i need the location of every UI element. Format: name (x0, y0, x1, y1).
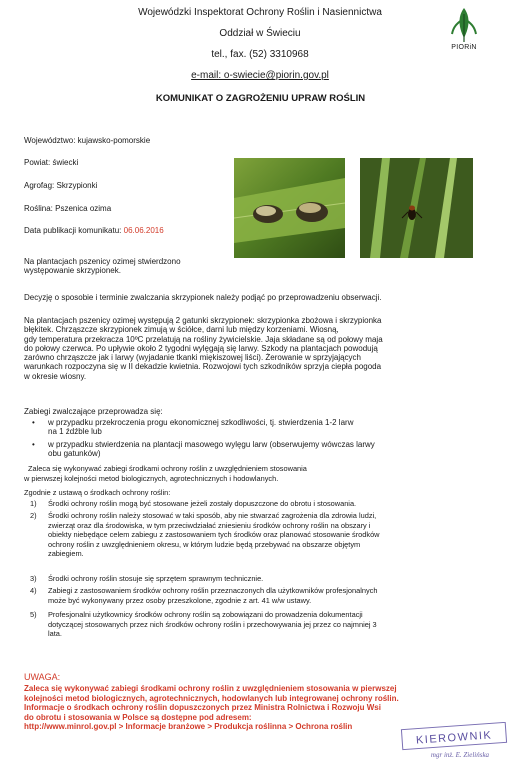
document-title: KOMUNIKAT O ZAGROŻENIU UPRAW ROŚLIN (155, 93, 366, 104)
header (70, 2, 450, 86)
ministry-link[interactable]: http://www.minrol.gov.pl > Informacje branżowe > Produkcja roślinna > Ochrona roślin (24, 722, 353, 732)
treatment-intro: Zabiegi zwalczające przeprowadza się: (24, 407, 163, 416)
meta-pest: Agrofag: Skrzypionki (24, 181, 98, 190)
meta-district: Powiat: świecki (24, 158, 79, 167)
list-item: • w przypadku stwierdzenia na plantacji masowego wylęgu larw (obserwujemy wówczas larwy obu gatunków) (32, 440, 375, 459)
stamp-title: KIEROWNIK (415, 729, 493, 747)
list-item: 4) Zabiegi z zastosowaniem środków ochrony roślin przeznaczonych dla użytkowników profesjonalnych może być wykonywany przez osoby przeszkolone, zgodnie z art. 41 w/w ustawy. (30, 586, 378, 605)
intro-text: Na plantacjach pszenicy ozimej stwierdzono występowanie skrzypionek. (24, 257, 181, 276)
institution-name: Wojewódzki Inspektorat Ochrony Roślin i Nasiennictwa (138, 7, 382, 18)
piorin-logo-icon (444, 4, 484, 64)
beetle-photo (360, 158, 473, 258)
list-item: 2) Środki ochrony roślin należy stosować w taki sposób, aby nie stwarzać zagrożenia dla zdrowia ludzi, zwierząt oraz dla środowiska, w tym przeciwdziałać zniesieniu środków ochrony roślin na obszary i obiekty niebędące celem zabiegu z zastosowaniem tych środków oraz planować stosowanie środków ochrony roślin z uwzględnieniem okresu, w którym ludzie będą przebywać na obszarze objętym zabiegiem. (30, 511, 380, 559)
warning-title: UWAGA: (24, 672, 61, 682)
signature-stamp (398, 722, 514, 762)
list-item: 3) Środki ochrony roślin stosuje się sprzętem sprawnym technicznie. (30, 574, 264, 583)
larvae-photo (234, 158, 345, 258)
recommend-text: Zaleca się wykonywać zabiegi środkami ochrony roślin z uwzględnieniem stosowania w pierwszej kolejności metod biologicznych, agrotechnicznych i hodowlanych. (24, 464, 307, 483)
description-paragraph: Na plantacjach pszenicy ozimej występują 2 gatunki skrzypionek: skrzypionka zbożowa i skrzypionka błękitek. Chrząszcze skrzypionek zimują w ściółce, darni lub między korzeniami. Wiosną, gdy temperatura przekracza 10ºC przelatują na rośliny żywicielskie. Jaja składane są od połowy maja do połowy czerwca. Po upływie około 2 tygodni wylęgają się larwy. Szkody na plantacjach powodują zarówno chrząszcze jak i larwy (wyjadanie tkanki miękiszowej liści). Żerowanie w sprzyjających warunkach rozpoczyna się w II dekadzie kwietnia. Rozwojowi tych szkodników sprzyja ciepła pogoda w okresie wiosny. (24, 316, 383, 381)
branch-name: Oddział w Świeciu (219, 28, 301, 39)
phone-fax: tel., fax. (52) 3310968 (211, 49, 309, 60)
list-item: 5) Profesjonalni użytkownicy środków ochrony roślin są zobowiązani do prowadzenia dokumentacji dotyczącej stosowanych przez nich środków ochrony roślin i przechowywania jej przez co najmniej 3 lata. (30, 610, 377, 639)
list-item: • w przypadku przekroczenia progu ekonomicznej szkodliwości, tj. stwierdzenia 1-2 larw na 1 źdźble lub (32, 418, 354, 437)
meta-plant: Roślina: Pszenica ozima (24, 204, 112, 213)
decision-text: Decyzję o sposobie i terminie zwalczania skrzypionek należy podjąć po przeprowadzeniu obserwacji. (24, 293, 382, 302)
law-intro: Zgodnie z ustawą o środkach ochrony roślin: (24, 488, 171, 497)
logo-label: PIORiN (451, 44, 477, 51)
meta-voivodeship: Województwo: kujawsko-pomorskie (24, 136, 151, 145)
meta-publication-date: Data publikacji komunikatu: 06.06.2016 (24, 226, 164, 235)
email-link[interactable]: e-mail: o-swiecie@piorin.gov.pl (191, 70, 329, 81)
stamp-signature: mgr inż. E. Zielińska (430, 751, 490, 759)
list-item: 1) Środki ochrony roślin mogą być stosowane jeżeli zostały dopuszczone do obrotu i stosowania. (30, 499, 357, 508)
warning-text: Zaleca się wykonywać zabiegi środkami ochrony roślin z uwzględnieniem stosowania w pierwszej kolejności metod biologicznych, agrotechnicznych, hodowlanych lub integrowanej ochrony roślin. Informacje o środkach ochrony roślin dopuszczonych przez Ministra Rolnictwa i Rozwoju Wsi do obrotu i stosowania w Polsce są dostępne pod adresem: http://www.minrol.gov.pl > Informacje branżowe > Produkcja roślinna > Ochrona roślin (24, 684, 504, 732)
